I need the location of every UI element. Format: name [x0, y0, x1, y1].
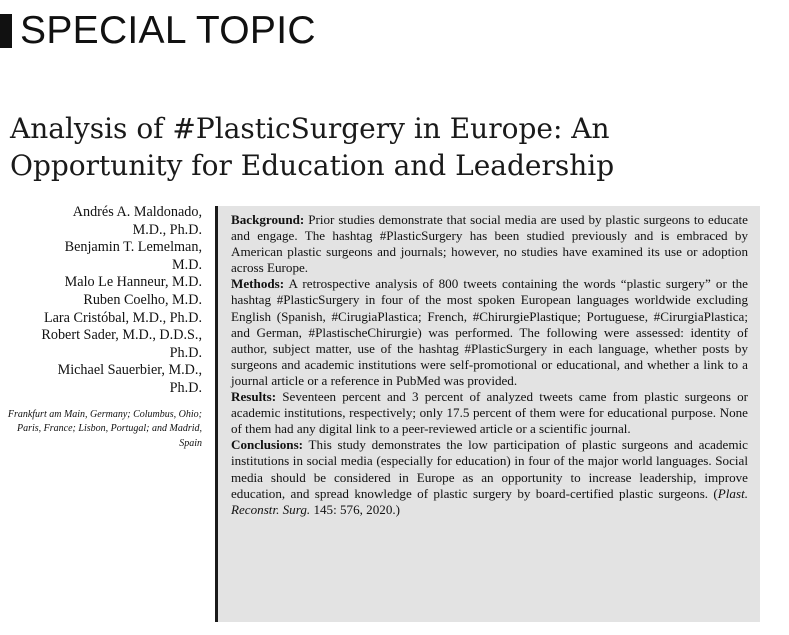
author-line: Michael Sauerbier, M.D., [57, 362, 202, 379]
section-label: SPECIAL TOPIC [20, 9, 316, 52]
article-title-line-2: Opportunity for Education and Leadership [10, 149, 615, 182]
conclusions-text: This study demonstrates the low participation of plastic surgeons and academic institutions in social media (especially for education) in four of the major world languages. Social media should be considered in Europe as an opportunity to increase leadership, improve education, and spread knowledge of plastic surgery by board-certified plastic surgeons. ( [231, 437, 748, 501]
abstract-background [231, 212, 748, 276]
background-text: Prior studies demonstrate that social media are used by plastic surgeons to educate and engage. The hashtag #PlasticSurgery has been studied previously and is embraced by American plastic surgeons and journals; however, no studies have examined its use or adoption across Europe. [231, 212, 748, 276]
background-label: Background: [231, 212, 305, 227]
author-line: Malo Le Hanneur, M.D. [64, 274, 202, 291]
author-affiliation: Frankfurt am Main, Germany; Columbus, Ohio; Paris, France; Lisbon, Portugal; and Madrid, Spain [7, 408, 202, 449]
section-marker-bar [0, 14, 12, 48]
citation-reference: 145: 576, 2020.) [310, 501, 401, 517]
citation-journal: Plast. Reconstr. Surg. [231, 485, 748, 517]
author-line: Lara Cristóbal, M.D., Ph.D. [43, 309, 202, 326]
methods-label: Methods: [231, 276, 285, 292]
results-label: Results: [231, 389, 277, 405]
author-line: Benjamin T. Lemelman, [64, 239, 202, 256]
author-list [6, 204, 202, 451]
abstract-results [231, 389, 748, 437]
abstract-methods [231, 276, 748, 389]
author-line: M.D., Ph.D. [132, 221, 202, 238]
abstract-conclusions [231, 437, 748, 517]
article-title [10, 110, 780, 184]
author-line: Ph.D. [169, 379, 202, 396]
author-line: Robert Sader, M.D., D.D.S., [41, 327, 202, 344]
conclusions-label: Conclusions: [231, 437, 304, 453]
abstract-box [215, 206, 760, 622]
author-line: Ph.D. [169, 344, 202, 361]
results-text: Seventeen percent and 3 percent of analyzed tweets came from plastic surgeons or academic institutions, respectively; only 17.5 percent of them were for educational purpose. None of them had any digital link to a peer-reviewed article or a scientific journal. [231, 389, 748, 437]
article-title-line-1: Analysis of #PlasticSurgery in Europe: An [10, 112, 610, 145]
author-line: Andrés A. Maldonado, [72, 204, 202, 220]
methods-text: A retrospective analysis of 800 tweets containing the words “plastic surgery” or the hashtag #PlasticSurgery in four of the most spoken European languages worldwide excluding English (Spanish, #CirugiaPlastica; French, #ChirurgiePlastique; Portuguese, #CirurgiaPlastica; and German, #PlastischeChirurgie) was performed. The following were assessed: identity of author, subject matter, use of the hashtag #PlasticSurgery in each language, whether posts by surgeons and academic institutions were self-promotional or educational, and whether a link to a journal article or a reference in PubMed was provided. [231, 276, 748, 388]
author-line: Ruben Coelho, M.D. [83, 291, 202, 308]
author-line: M.D. [172, 256, 202, 273]
